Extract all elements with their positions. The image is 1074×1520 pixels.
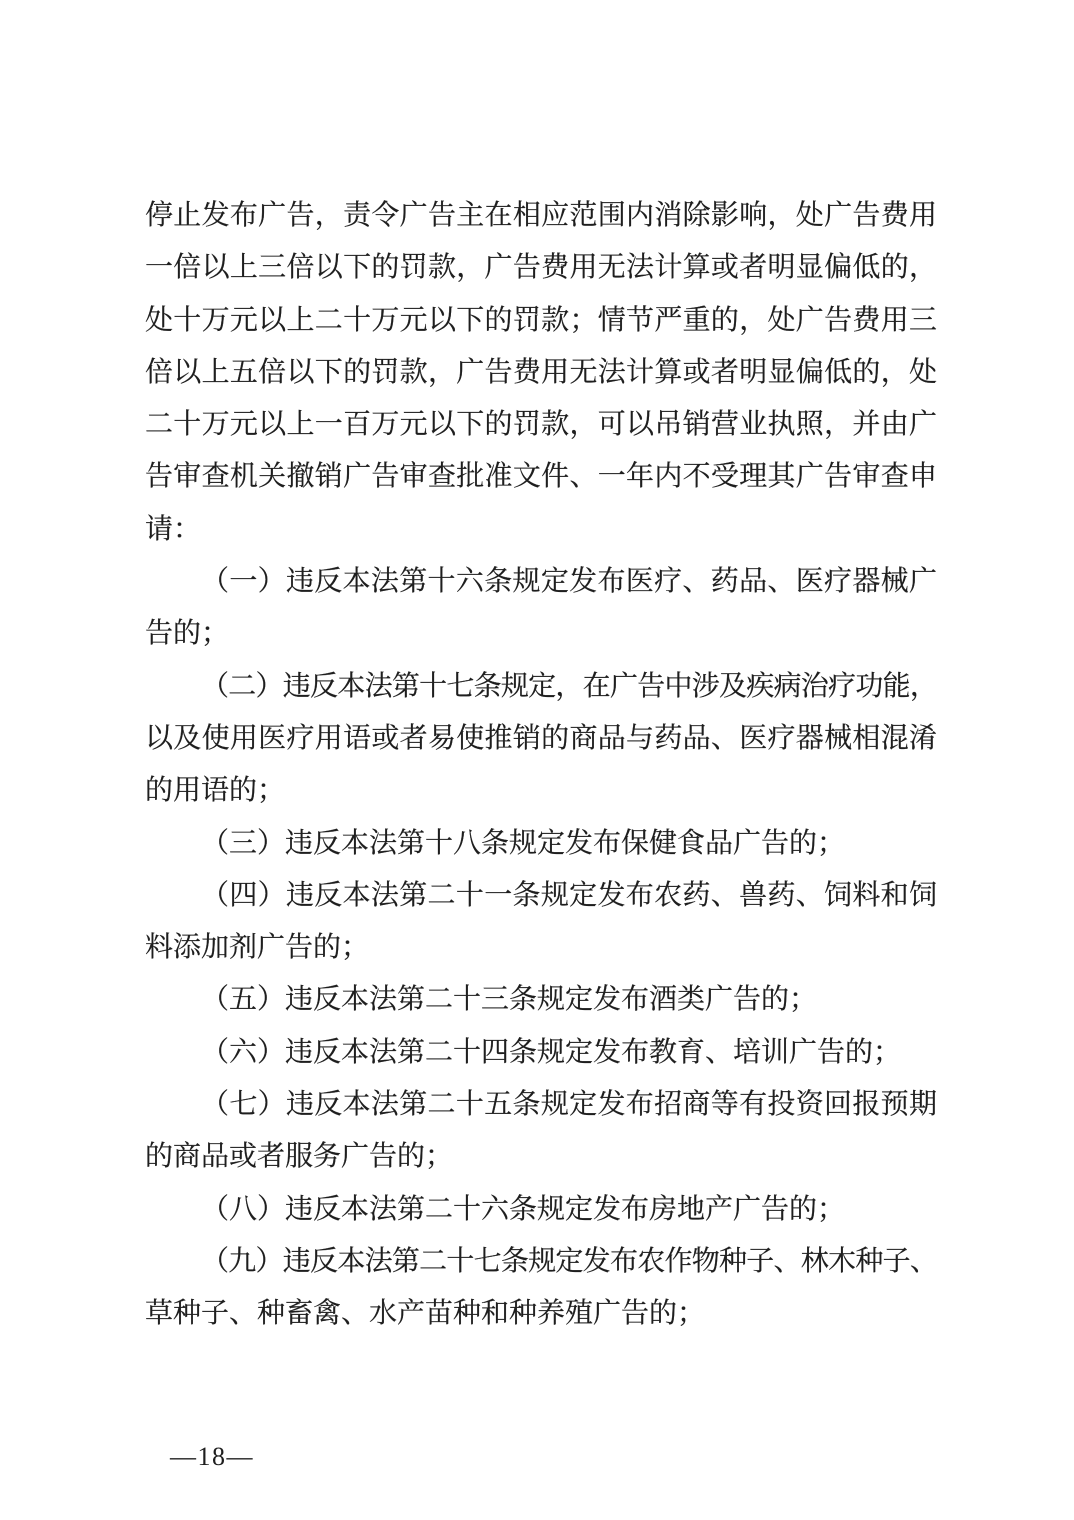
text-line: 倍以上五倍以下的罚款，广告费用无法计算或者明显偏低的，处: [145, 356, 937, 388]
text-line: 料添加剂广告的；: [145, 932, 370, 964]
list-item-4: （四）违反本法第二十一条规定发布农药、兽药、饲料和饲: [201, 879, 937, 911]
document-text-block: [145, 190, 937, 1341]
list-item-9: （九）违反本法第二十七条规定发布农作物种子、林木种子、: [201, 1245, 937, 1277]
text-line: 的用语的；: [145, 775, 286, 807]
list-item-3: （三）违反本法第十八条规定发布保健食品广告的；: [201, 827, 846, 859]
text-line: 一倍以上三倍以下的罚款，广告费用无法计算或者明显偏低的，: [145, 252, 937, 284]
list-item-1: （一）违反本法第十六条规定发布医疗、药品、医疗器械广: [201, 566, 937, 598]
list-item-2: （二）违反本法第十七条规定，在广告中涉及疾病治疗功能，: [201, 670, 937, 702]
list-item-7: （七）违反本法第二十五条规定发布招商等有投资回报预期: [201, 1089, 937, 1121]
list-item-8: （八）违反本法第二十六条规定发布房地产广告的；: [201, 1193, 846, 1225]
text-line: 以及使用医疗用语或者易使推销的商品与药品、医疗器械相混淆: [145, 722, 937, 754]
text-line: 停止发布广告，责令广告主在相应范围内消除影响，处广告费用: [145, 200, 937, 231]
page-number: —18—: [170, 1442, 254, 1471]
text-line: 草种子、种畜禽、水产苗种和种养殖广告的；: [145, 1298, 706, 1330]
text-line: 告审查机关撤销广告审查批准文件、一年内不受理其广告审查申: [145, 461, 937, 493]
text-line: 请：: [145, 513, 202, 545]
text-line: 二十万元以上一百万元以下的罚款，可以吊销营业执照，并由广: [145, 409, 937, 441]
text-line: 的商品或者服务广告的；: [145, 1141, 454, 1173]
text-line: 处十万元以上二十万元以下的罚款；情节严重的，处广告费用三: [145, 304, 937, 336]
list-item-6: （六）违反本法第二十四条规定发布教育、培训广告的；: [201, 1036, 902, 1068]
text-line: 告的；: [145, 618, 230, 650]
list-item-5: （五）违反本法第二十三条规定发布酒类广告的；: [201, 984, 818, 1016]
